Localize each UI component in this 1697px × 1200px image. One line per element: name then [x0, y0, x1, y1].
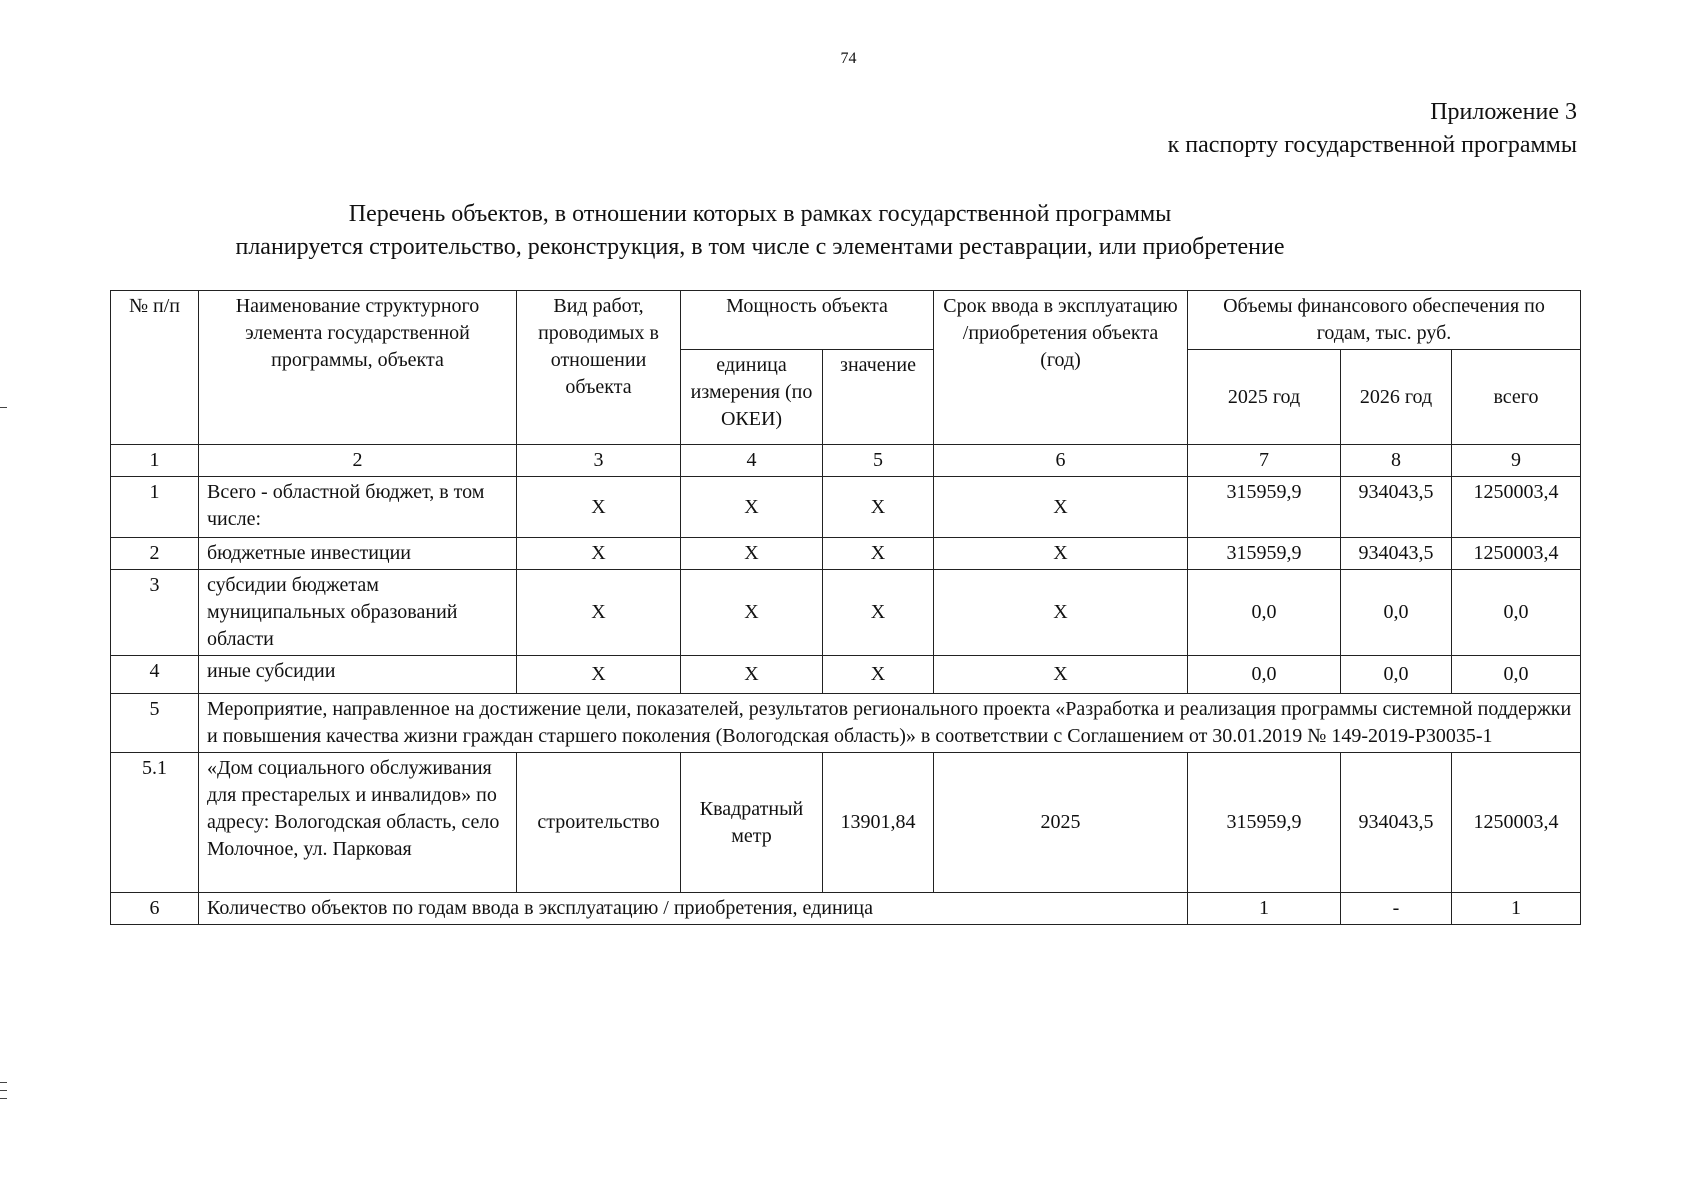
row-work: Х	[517, 656, 681, 694]
object-2026: 934043,5	[1341, 753, 1452, 893]
row-name: Всего - областной бюджет, в том числе:	[199, 477, 517, 538]
row-2026: 0,0	[1341, 570, 1452, 656]
row-total: 1250003,4	[1452, 477, 1581, 538]
object-num: 5.1	[111, 753, 199, 893]
title-line-1: Перечень объектов, в отношении которых в рамках государственной программы	[348, 201, 1172, 227]
row-term: Х	[934, 477, 1188, 538]
appendix-note	[1168, 96, 1577, 162]
page-number: 74	[840, 50, 857, 67]
header-capacity: Мощность объекта	[681, 291, 934, 350]
row-2026: 934043,5	[1341, 477, 1452, 538]
scan-edge-mark	[0, 1082, 7, 1083]
row-unit: Х	[681, 477, 823, 538]
object-2025: 315959,9	[1188, 753, 1341, 893]
col-number: 8	[1341, 445, 1452, 477]
row-unit: Х	[681, 656, 823, 694]
row-term: Х	[934, 656, 1188, 694]
scan-edge-mark	[0, 1090, 7, 1091]
row-2026: 934043,5	[1341, 538, 1452, 570]
row-num: 3	[111, 570, 199, 656]
col-number: 4	[681, 445, 823, 477]
object-unit: Квадратный метр	[681, 753, 823, 893]
row-total: 0,0	[1452, 570, 1581, 656]
row-2025: 0,0	[1188, 656, 1341, 694]
col-number: 5	[823, 445, 934, 477]
count-2025: 1	[1188, 893, 1341, 925]
event-row	[111, 694, 1581, 753]
object-term: 2025	[934, 753, 1188, 893]
row-total: 0,0	[1452, 656, 1581, 694]
object-value: 13901,84	[823, 753, 934, 893]
row-num: 2	[111, 538, 199, 570]
row-value: Х	[823, 570, 934, 656]
row-work: Х	[517, 538, 681, 570]
row-unit: Х	[681, 538, 823, 570]
header-num: № п/п	[111, 291, 199, 445]
col-number: 7	[1188, 445, 1341, 477]
table-row	[111, 570, 1581, 656]
scan-edge-mark	[0, 1098, 7, 1099]
col-number: 6	[934, 445, 1188, 477]
row-value: Х	[823, 477, 934, 538]
row-value: Х	[823, 538, 934, 570]
appendix-line-2: к паспорту государственной программы	[1167, 132, 1577, 158]
row-term: Х	[934, 570, 1188, 656]
col-number: 3	[517, 445, 681, 477]
count-2026: -	[1341, 893, 1452, 925]
row-name: субсидии бюджетам муниципальных образований области	[199, 570, 517, 656]
table-row	[111, 656, 1581, 694]
count-total: 1	[1452, 893, 1581, 925]
header-value: значение	[823, 350, 934, 445]
row-2025: 315959,9	[1188, 538, 1341, 570]
count-row	[111, 893, 1581, 925]
col-number: 9	[1452, 445, 1581, 477]
objects-table	[110, 290, 1581, 925]
header-row-1	[111, 291, 1581, 350]
header-2025: 2025 год	[1188, 350, 1341, 445]
row-work: Х	[517, 477, 681, 538]
header-term: Срок ввода в эксплуатацию /приобретения объекта (год)	[934, 291, 1188, 445]
row-num: 1	[111, 477, 199, 538]
row-2025: 315959,9	[1188, 477, 1341, 538]
object-work: строительство	[517, 753, 681, 893]
row-num: 4	[111, 656, 199, 694]
header-work: Вид работ, проводимых в отношении объекта	[517, 291, 681, 445]
row-2026: 0,0	[1341, 656, 1452, 694]
column-numbers-row	[111, 445, 1581, 477]
header-name: Наименование структурного элемента государственной программы, объекта	[199, 291, 517, 445]
appendix-line-1: Приложение 3	[1430, 99, 1577, 125]
row-value: Х	[823, 656, 934, 694]
row-unit: Х	[681, 570, 823, 656]
header-total: всего	[1452, 350, 1581, 445]
object-name: «Дом социального обслуживания для престарелых и инвалидов» по адресу: Вологодская область, село Молочное, ул. Парковая	[199, 753, 517, 893]
header-finance: Объемы финансового обеспечения по годам, тыс. руб.	[1188, 291, 1581, 350]
col-number: 2	[199, 445, 517, 477]
header-2026: 2026 год	[1341, 350, 1452, 445]
title-line-2: планируется строительство, реконструкция, в том числе с элементами реставрации, или приобретение	[235, 234, 1285, 260]
event-text: Мероприятие, направленное на достижение цели, показателей, результатов регионального проекта «Разработка и реализация программы системной поддержки и повышения качества жизни граждан старшего поколения (Вологодская область)» в соответствии с Соглашением от 30.01.2019 № 149-2019-Р30035-1	[199, 694, 1581, 753]
count-label: Количество объектов по годам ввода в эксплуатацию / приобретения, единица	[199, 893, 1188, 925]
header-unit: единица измерения (по ОКЕИ)	[681, 350, 823, 445]
document-title	[230, 198, 1290, 264]
object-row	[111, 753, 1581, 893]
row-name: бюджетные инвестиции	[199, 538, 517, 570]
event-num: 5	[111, 694, 199, 753]
count-num: 6	[111, 893, 199, 925]
row-term: Х	[934, 538, 1188, 570]
row-total: 1250003,4	[1452, 538, 1581, 570]
table-row	[111, 477, 1581, 538]
table-row	[111, 538, 1581, 570]
row-name: иные субсидии	[199, 656, 517, 694]
row-work: Х	[517, 570, 681, 656]
object-total: 1250003,4	[1452, 753, 1581, 893]
row-2025: 0,0	[1188, 570, 1341, 656]
col-number: 1	[111, 445, 199, 477]
scan-edge-mark	[0, 407, 7, 408]
